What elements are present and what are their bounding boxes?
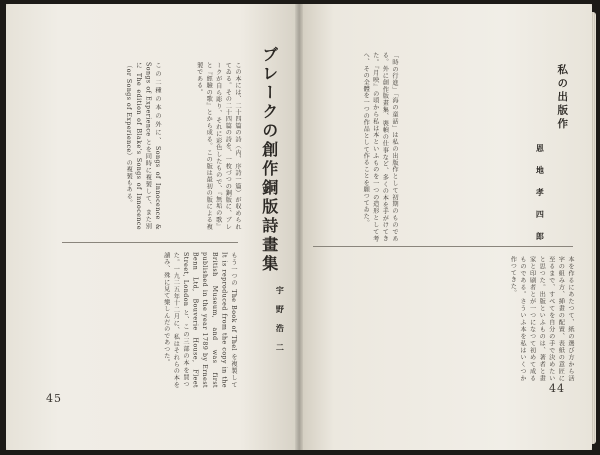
right-article-author: 恩 地 孝 四 郎 — [535, 144, 546, 243]
right-page — [299, 4, 592, 450]
open-book — [6, 4, 592, 450]
left-page — [6, 4, 299, 450]
left-lower-text: もう一つの The Book of Thel を複製して It is reproduced from the copy in the British Museum, and was first published in the year 1789 by Ernest Benn Ltd, Bouverie House, Fleet Street, London と、この三部の本を買つた。一九二五年十二月に、私はそれらの本を讀み、殊に見て樂しんだのであつた。 — [162, 252, 237, 388]
right-page-number: 44 — [549, 382, 565, 395]
right-divider-rule — [313, 246, 573, 247]
left-upper-text-2: この二種の本の外に、Songs of Innocence & Songs of Experience とを同時に複製して、また別に The edition of Blake's Songs of Innocence（or Songs of Experience）の複製もある。 — [125, 62, 161, 230]
left-upper-text-1: この本には、二十四篇の詩（内、序詩一篇）が収められてゐる。その二十四篇の詩を、一枚づつの銅版に、ブレークが自ら彫り、それに彩色したもので、『無垢の歌』と『經驗の歌』とから成る。この版は最初の版による複製である。 — [195, 62, 241, 230]
left-article-author: 宇 野 浩 二 — [275, 286, 286, 353]
right-article-title: 私の出版作 — [556, 64, 569, 132]
book-gutter — [295, 4, 303, 450]
right-upper-text: 「時の行進」「海の童話」は私の出版作として初期のものである。外に創作版畫集、裝幀の仕事など、多くの本を手がけてきた。『月映』の頃から私は本といふものを一つの造形として考へ、その全體を一つの作品として作ることを願つてゐた。 — [362, 52, 398, 242]
right-lower-text: 本を作るにあたつて、紙の選び方から活字の組み方、挿畫の配置、表紙の意匠に至るまで、すべてを自分の手で決めたいと思つた。出版といふものは、著者と畫家と印刷者とが一つになつて初めて成るものである。さういふ本を私はいくつか作つてきた。 — [509, 256, 574, 382]
left-page-number: 45 — [46, 392, 62, 405]
left-divider-rule — [62, 242, 238, 243]
left-article-title: ブレークの創作銅版詩畫集 — [259, 46, 279, 274]
